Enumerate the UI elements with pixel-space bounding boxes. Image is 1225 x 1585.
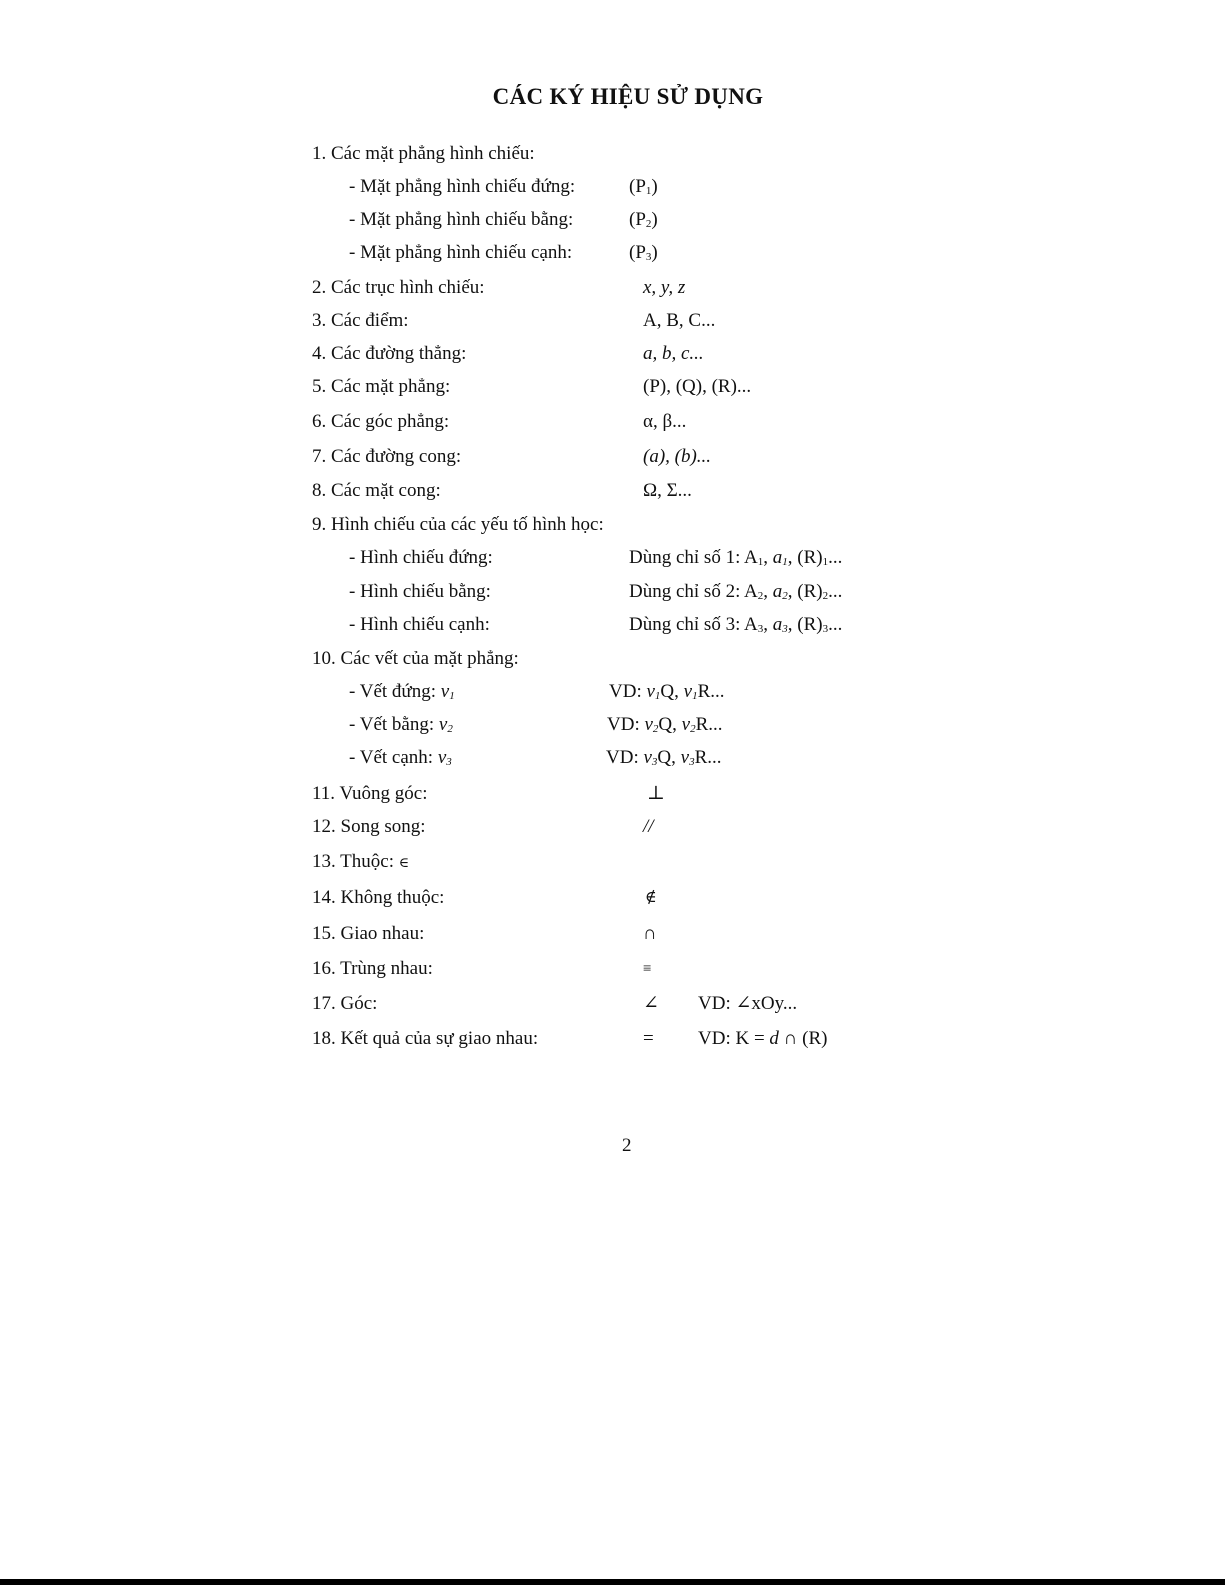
parallel-symbol: //	[643, 816, 654, 837]
item-5-label: 5. Các mặt phẳng:	[312, 376, 451, 397]
item-17-example: VD: ∠xOy...	[698, 993, 798, 1014]
not-element-of-symbol: ∉	[645, 889, 657, 906]
item-7-value: (a), (b)...	[643, 446, 712, 467]
item-1b-symbol: $(P_2)$	[629, 209, 658, 230]
item-16-label: 16. Trùng nhau:	[312, 958, 433, 979]
item-1b-label: - Mặt phẳng hình chiếu bằng:	[349, 209, 574, 230]
equals-symbol: =	[643, 1028, 654, 1049]
item-6-value: α, β...	[643, 411, 687, 432]
item-9b-value: Dùng chỉ số 2: $A_2$, $a_2$, $(R)_2$...	[629, 581, 843, 602]
item-10a-example: VD: $v_1Q$, $v_1R$...	[609, 681, 725, 702]
item-10c-label: - Vết cạnh: $v_3$	[349, 747, 452, 768]
page-number: 2	[622, 1135, 632, 1156]
item-2-value: x, y, z	[643, 277, 686, 298]
item-10-label: 10. Các vết của mặt phẳng:	[312, 648, 519, 669]
item-10b-label: - Vết bằng: $v_2$	[349, 714, 453, 735]
item-15-label: 15. Giao nhau:	[312, 923, 425, 944]
bottom-border	[0, 1579, 1225, 1585]
perpendicular-symbol: ⊥	[647, 783, 665, 804]
item-18-example: VD: K = d ∩ (R)	[698, 1028, 828, 1049]
identical-symbol: ≡	[643, 961, 652, 977]
item-10c-example: VD: $v_3Q$, $v_3R$...	[606, 747, 722, 768]
angle-symbol: ∠	[643, 993, 659, 1014]
intersection-symbol: ∩	[643, 923, 657, 944]
item-17-label: 17. Góc:	[312, 993, 378, 1014]
item-14-label: 14. Không thuộc:	[312, 887, 445, 908]
element-of-symbol: ∈	[398, 856, 410, 871]
item-10a-label: - Vết đứng: $v_1$	[349, 681, 455, 702]
item-2-label: 2. Các trục hình chiếu:	[312, 277, 485, 298]
page-title: CÁC KÝ HIỆU SỬ DỤNG	[492, 84, 764, 109]
item-18-label: 18. Kết quả của sự giao nhau:	[312, 1028, 539, 1049]
item-9c-value: Dùng chỉ số 3: $A_3$, $a_3$, $(R)_3$...	[629, 614, 843, 635]
item-13-label: 13. Thuộc: ∈	[312, 851, 410, 872]
item-9b-label: - Hình chiếu bằng:	[349, 581, 491, 602]
item-12-label: 12. Song song:	[312, 816, 426, 837]
item-3-label: 3. Các điểm:	[312, 310, 409, 331]
item-6-label: 6. Các góc phẳng:	[312, 411, 450, 432]
item-1c-label: - Mặt phẳng hình chiếu cạnh:	[349, 242, 573, 263]
item-7-label: 7. Các đường cong:	[312, 446, 462, 467]
item-8-value: Ω, Σ...	[643, 480, 692, 501]
item-5-value: (P), (Q), (R)...	[643, 376, 752, 397]
item-1a-symbol: $(P_1)$	[629, 176, 658, 197]
item-9c-label: - Hình chiếu cạnh:	[349, 614, 490, 635]
item-9a-label: - Hình chiếu đứng:	[349, 547, 493, 568]
item-4-value: a, b, c...	[643, 343, 704, 364]
item-1c-symbol: $(P_3)$	[629, 242, 658, 263]
item-1a-label: - Mặt phẳng hình chiếu đứng:	[349, 176, 576, 197]
item-11-label: 11. Vuông góc:	[312, 783, 428, 804]
item-3-value: A, B, C...	[643, 310, 716, 331]
item-1-label: 1. Các mặt phẳng hình chiếu:	[312, 143, 535, 164]
item-9-label: 9. Hình chiếu của các yếu tố hình học:	[312, 514, 604, 535]
item-9a-value: Dùng chỉ số 1: $A_1$, $a_1$, $(R)_1$...	[629, 547, 843, 568]
item-10b-example: VD: $v_2Q$, $v_2R$...	[607, 714, 723, 735]
item-8-label: 8. Các mặt cong:	[312, 480, 441, 501]
item-4-label: 4. Các đường thẳng:	[312, 343, 467, 364]
